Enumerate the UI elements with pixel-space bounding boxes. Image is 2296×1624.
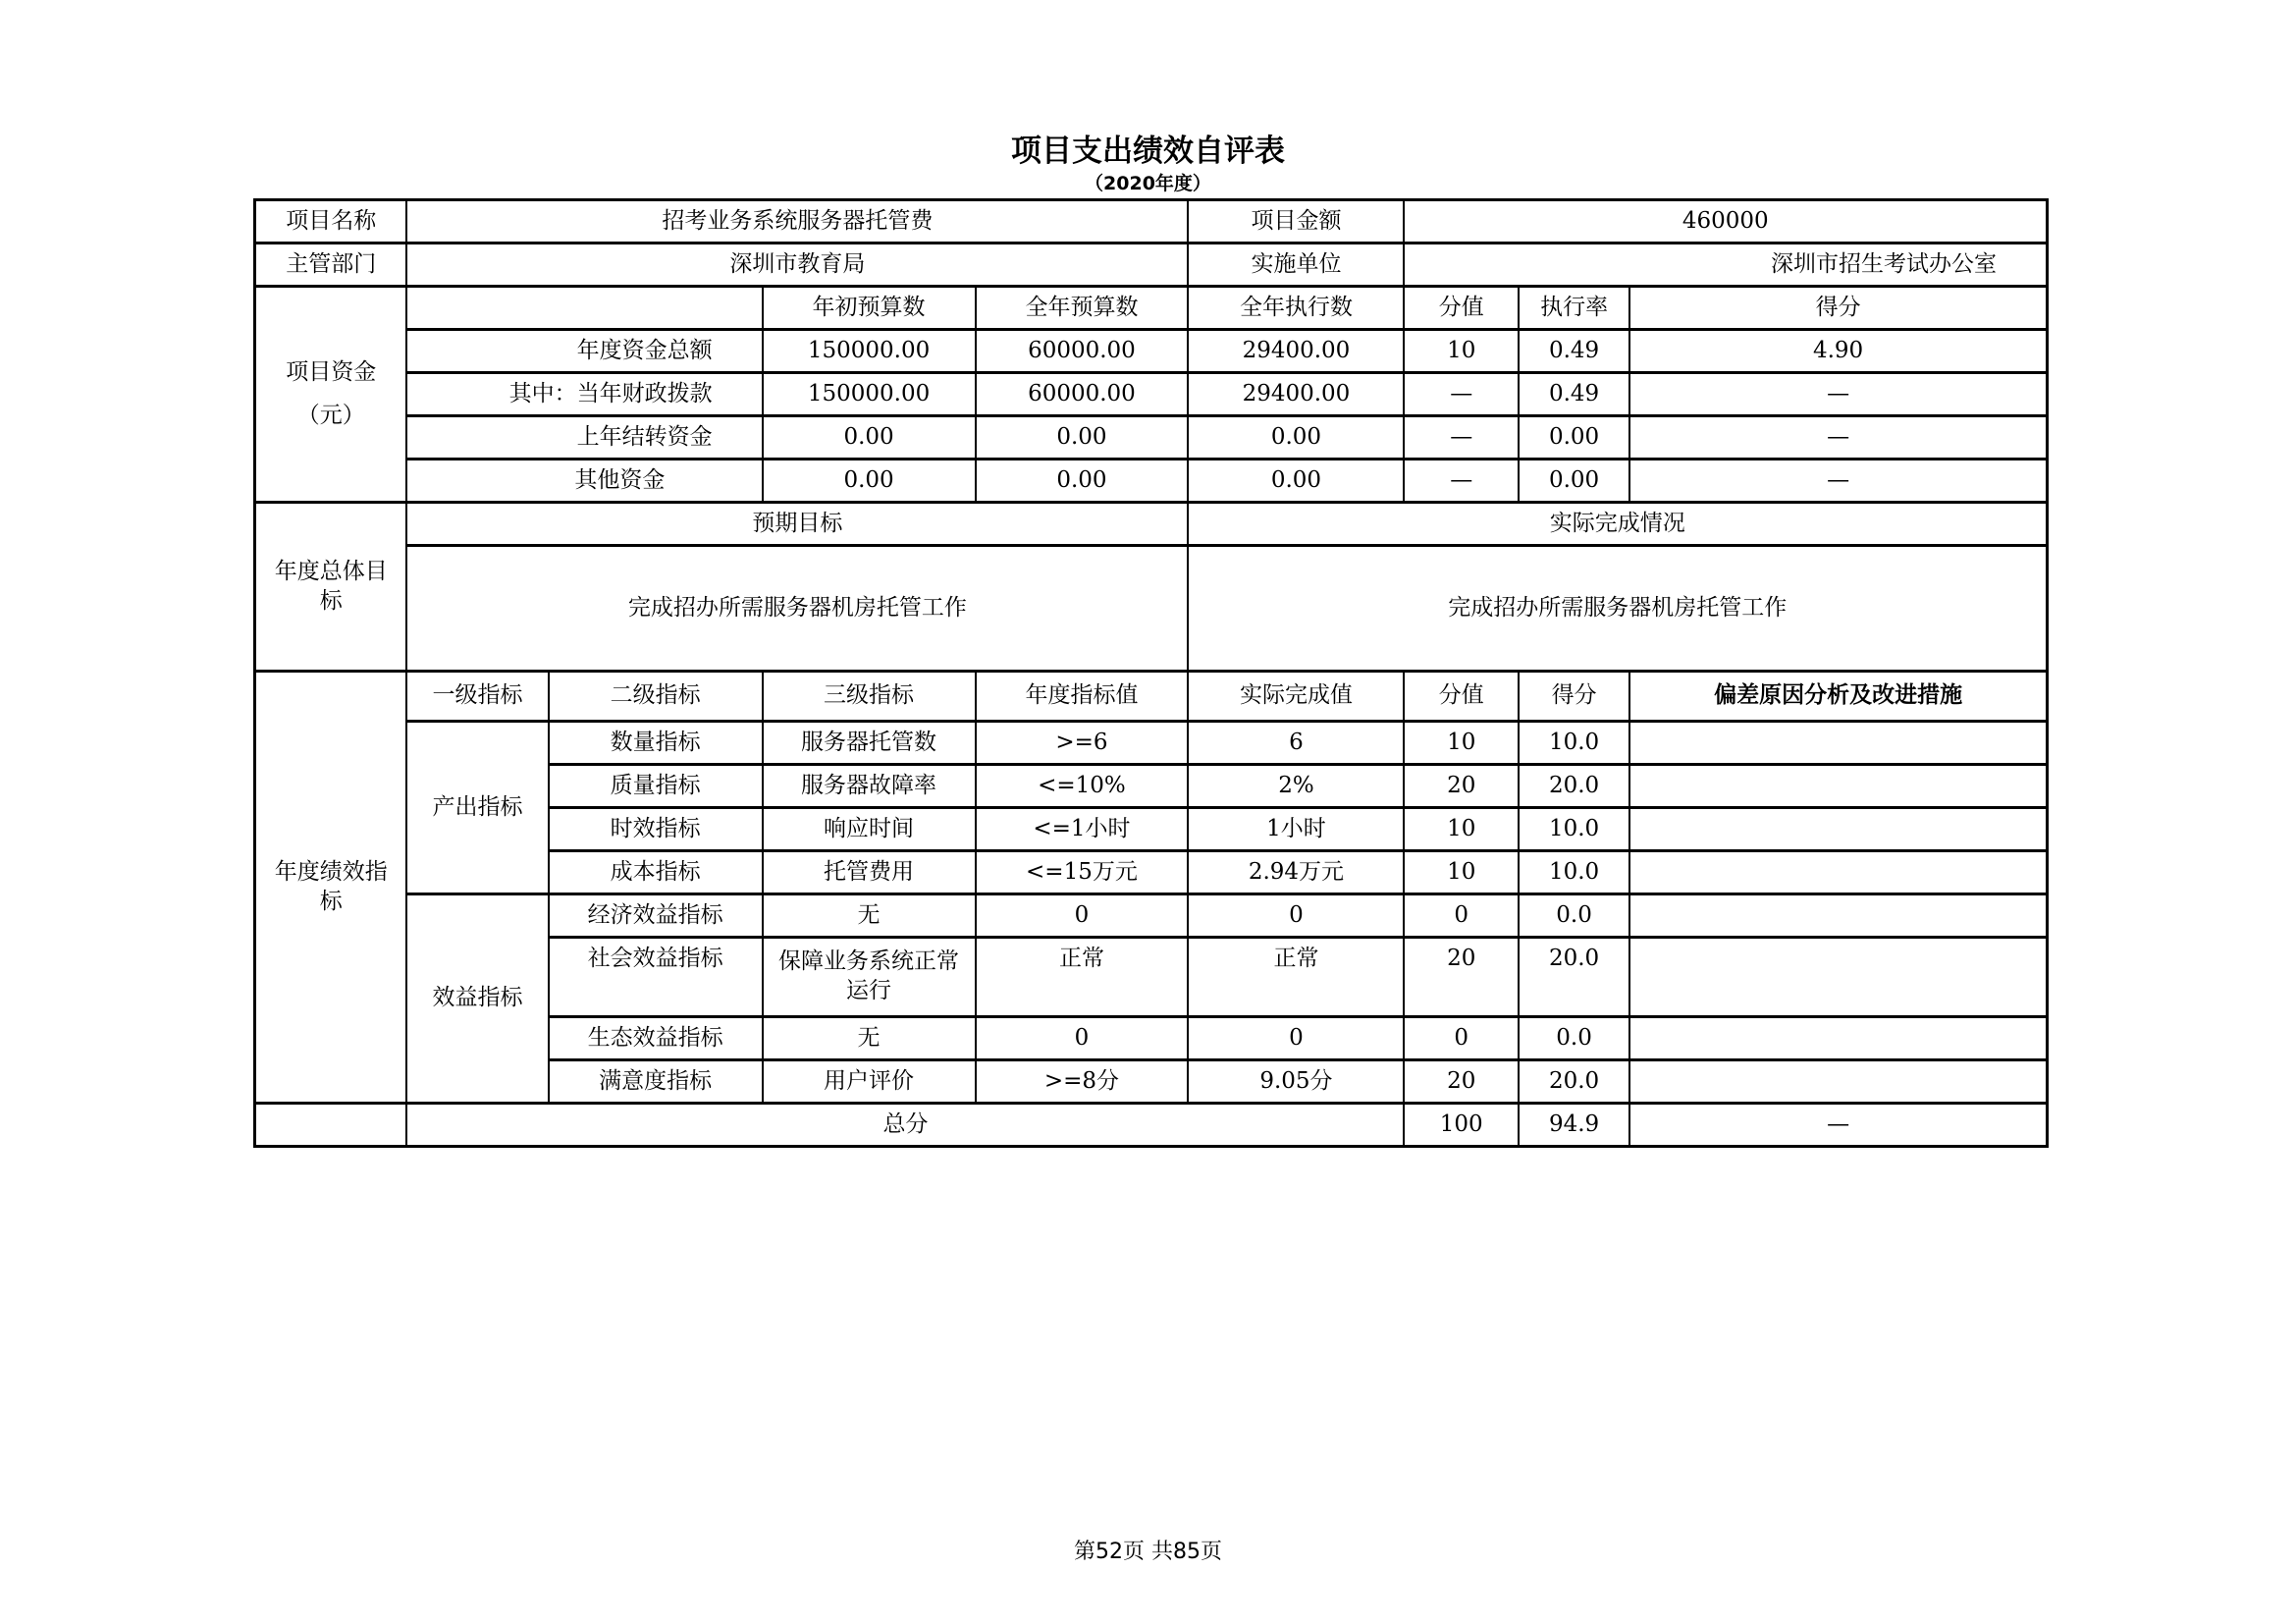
cell-target: 0: [976, 894, 1189, 938]
cell-score: 20.0: [1519, 1060, 1629, 1104]
cell-score-value: 0: [1404, 894, 1518, 938]
cell-actual: 6: [1188, 722, 1404, 765]
cell: 0.00: [1519, 460, 1629, 503]
level1-indicator: 效益指标: [406, 894, 548, 1104]
total-score: 94.9: [1519, 1104, 1629, 1147]
cell-level2: 成本指标: [549, 851, 763, 894]
cell-level2: 社会效益指标: [549, 938, 763, 1017]
cell-target: <=1小时: [976, 808, 1189, 851]
cell-note: [1629, 765, 2047, 808]
cell-note: [1629, 808, 2047, 851]
column-header: 预期目标: [406, 503, 1188, 546]
funds-row: [255, 460, 2048, 503]
cell-level3: 服务器托管数: [763, 722, 976, 765]
cell-score-value: 0: [1404, 1017, 1518, 1060]
cell-level2: 数量指标: [549, 722, 763, 765]
cell-level2: 时效指标: [549, 808, 763, 851]
cell: 60000.00: [976, 330, 1189, 373]
cell: 150000.00: [763, 330, 976, 373]
dept: 深圳市教育局: [406, 244, 1188, 287]
label: 主管部门: [255, 244, 407, 287]
cell-note: [1629, 894, 2047, 938]
total-row: [255, 1104, 2048, 1147]
cell: 0.00: [976, 416, 1189, 460]
column-header: 得分: [1629, 287, 2047, 330]
level1-indicator: 产出指标: [406, 722, 548, 894]
cell-score-value: 20: [1404, 1060, 1518, 1104]
cell-level2: 满意度指标: [549, 1060, 763, 1104]
column-header: 得分: [1519, 672, 1629, 722]
cell-target: 正常: [976, 938, 1189, 1017]
cell-level3: 响应时间: [763, 808, 976, 851]
project-amount: 460000: [1404, 200, 2047, 244]
cell: 29400.00: [1188, 330, 1404, 373]
cell-actual: 2.94万元: [1188, 851, 1404, 894]
fund-name: 其他资金: [406, 460, 762, 503]
page-title: 项目支出绩效自评表: [1011, 134, 1285, 169]
page-number: 第52页 共85页: [1074, 1540, 1222, 1564]
cell-level3: 服务器故障率: [763, 765, 976, 808]
cell-note: [1629, 851, 2047, 894]
funds-row: [255, 330, 2048, 373]
column-header: 分值: [1404, 672, 1518, 722]
cell-level2: 生态效益指标: [549, 1017, 763, 1060]
goals-row: [255, 546, 2048, 672]
cell-score-value: 20: [1404, 765, 1518, 808]
cell-level3: 用户评价: [763, 1060, 976, 1104]
cell-actual: 0: [1188, 1017, 1404, 1060]
cell-target: 0: [976, 1017, 1189, 1060]
cell: 0.00: [1188, 460, 1404, 503]
cell: —: [1629, 460, 2047, 503]
column-header: 一级指标: [406, 672, 548, 722]
cell-level3: 无: [763, 894, 976, 938]
indicators-label: 年度绩效指标: [255, 672, 407, 1104]
cell: 29400.00: [1188, 373, 1404, 416]
indicator-header-row: [255, 672, 2048, 722]
cell-target: >=6: [976, 722, 1189, 765]
cell-score: 0.0: [1519, 1017, 1629, 1060]
total-label: 总分: [406, 1104, 1404, 1147]
funds-label: 项目资金（元）: [286, 358, 377, 428]
total-value: 100: [1404, 1104, 1518, 1147]
cell-actual: 1小时: [1188, 808, 1404, 851]
impl-unit: 深圳市招生考试办公室: [1404, 244, 2047, 287]
funds-row: [255, 373, 2048, 416]
indicator-row: [255, 894, 2048, 938]
total-note: —: [1629, 1104, 2047, 1147]
actual-result: 完成招办所需服务器机房托管工作: [1188, 546, 2047, 672]
column-header: 三级指标: [763, 672, 976, 722]
performance-table: [253, 198, 2049, 1148]
cell: —: [1404, 373, 1518, 416]
cell-score-value: 20: [1404, 938, 1518, 1017]
cell: —: [1404, 416, 1518, 460]
label: 实施单位: [1188, 244, 1404, 287]
label: 项目金额: [1188, 200, 1404, 244]
cell: 60000.00: [976, 373, 1189, 416]
cell: 0.00: [1519, 416, 1629, 460]
column-header: 执行率: [1519, 287, 1629, 330]
column-header: 偏差原因分析及改进措施: [1629, 672, 2047, 722]
dept-row: [255, 244, 2048, 287]
page-subtitle: （2020年度）: [1085, 173, 1211, 194]
cell: —: [1629, 416, 2047, 460]
cell-score: 0.0: [1519, 894, 1629, 938]
cell-actual: 正常: [1188, 938, 1404, 1017]
blank-cell: [406, 287, 762, 330]
project-name-row: [255, 200, 2048, 244]
column-header: 年度指标值: [976, 672, 1189, 722]
column-header: 全年预算数: [976, 287, 1189, 330]
column-header: 二级指标: [549, 672, 763, 722]
cell-note: [1629, 1060, 2047, 1104]
cell-level3: 无: [763, 1017, 976, 1060]
column-header: 全年执行数: [1188, 287, 1404, 330]
cell: 0.00: [763, 416, 976, 460]
fund-name: 上年结转资金: [406, 416, 762, 460]
cell-level3: 托管费用: [763, 851, 976, 894]
expected-goal: 完成招办所需服务器机房托管工作: [406, 546, 1188, 672]
cell: 10: [1404, 330, 1518, 373]
project-name: 招考业务系统服务器托管费: [406, 200, 1188, 244]
blank-cell: [255, 1104, 407, 1147]
cell-score: 10.0: [1519, 851, 1629, 894]
cell-note: [1629, 722, 2047, 765]
label: 项目名称: [255, 200, 407, 244]
cell-note: [1629, 1017, 2047, 1060]
indicator-row: [255, 722, 2048, 765]
funds-row: [255, 416, 2048, 460]
cell-actual: 0: [1188, 894, 1404, 938]
column-header: 分值: [1404, 287, 1518, 330]
column-header: 年初预算数: [763, 287, 976, 330]
cell-score-value: 10: [1404, 722, 1518, 765]
cell: —: [1404, 460, 1518, 503]
cell-note: [1629, 938, 2047, 1017]
cell: 4.90: [1629, 330, 2047, 373]
cell-actual: 2%: [1188, 765, 1404, 808]
funds-header-row: [255, 287, 2048, 330]
cell-level2: 经济效益指标: [549, 894, 763, 938]
cell-score-value: 10: [1404, 851, 1518, 894]
fund-name: 其中：当年财政拨款: [406, 373, 762, 416]
cell: 150000.00: [763, 373, 976, 416]
cell-score: 10.0: [1519, 722, 1629, 765]
cell: 0.00: [763, 460, 976, 503]
cell: —: [1629, 373, 2047, 416]
cell-target: <=15万元: [976, 851, 1189, 894]
cell: 0.00: [976, 460, 1189, 503]
cell-target: >=8分: [976, 1060, 1189, 1104]
cell-target: <=10%: [976, 765, 1189, 808]
cell: 0.00: [1188, 416, 1404, 460]
cell: 0.49: [1519, 330, 1629, 373]
funds-label-cell: [255, 287, 407, 503]
cell: 0.49: [1519, 373, 1629, 416]
fund-name: 年度资金总额: [406, 330, 762, 373]
cell-level3: 保障业务系统正常运行: [763, 938, 976, 1017]
goals-header-row: [255, 503, 2048, 546]
cell-actual: 9.05分: [1188, 1060, 1404, 1104]
cell-score: 20.0: [1519, 765, 1629, 808]
cell-score: 10.0: [1519, 808, 1629, 851]
column-header: 实际完成情况: [1188, 503, 2047, 546]
cell-level2: 质量指标: [549, 765, 763, 808]
cell-score: 20.0: [1519, 938, 1629, 1017]
cell-score-value: 10: [1404, 808, 1518, 851]
goals-label: 年度总体目标: [255, 503, 407, 672]
column-header: 实际完成值: [1188, 672, 1404, 722]
